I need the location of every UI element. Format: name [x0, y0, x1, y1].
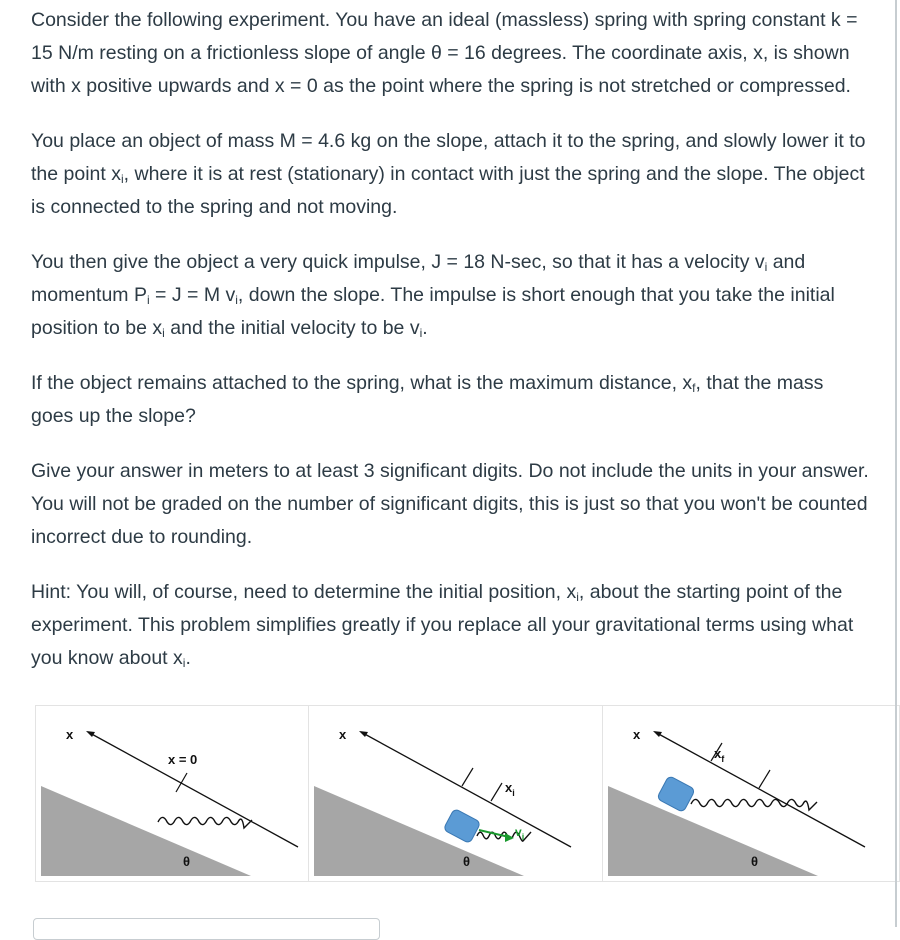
spring-icon	[691, 799, 817, 810]
block	[657, 775, 696, 812]
question-text	[31, 4, 871, 697]
diagram-spring-at-rest	[35, 705, 333, 882]
angle-label: θ	[463, 854, 471, 869]
diagram-2-svg	[309, 706, 605, 881]
axis-arrow-icon	[86, 731, 95, 737]
xf-label: $x_f$	[714, 746, 725, 764]
diagram-3-svg	[603, 706, 899, 881]
paragraph-placement: You place an object of mass M = 4.6 kg on the slope, attach it to the spring, and slowly lower it to the point $x_i$, where it is at rest (stationary) in contact with just the spring and the slope. The object is connected to the spring and not moving.	[31, 130, 866, 218]
answer-input[interactable]	[33, 918, 380, 940]
paragraph-instructions: Give your answer in meters to at least 3 significant digits. Do not include the units in your answer. You will not be graded on the number of significant digits, this is just so that you won't be counted incorrect due to rounding.	[31, 460, 869, 548]
paragraph-setup: Consider the following experiment. You have an ideal (massless) spring with spring constant k = 15 N/m resting on a frictionless slope of angle θ = 16 degrees. The coordinate axis, x, is shown with x positive upwards and x = 0 as the point where the spring is not stretched or compressed.	[31, 9, 858, 97]
zero-label: x = 0	[168, 752, 198, 767]
zero-tick	[176, 773, 187, 792]
diagram-1-svg	[36, 706, 332, 881]
paragraph-impulse: You then give the object a very quick impulse, J = 18 N-sec, so that it has a velocity $v_i$ and momentum $P_i = J = M$ $v_i$, down the slope. The impulse is short enough that you take the initial position to be $x_i$ and the initial velocity to be $v_i$.	[31, 251, 835, 340]
velocity-arrow-icon	[505, 833, 514, 842]
angle-label: θ	[751, 854, 759, 869]
axis-arrow-icon	[359, 731, 368, 737]
vi-label: $v_i$	[515, 825, 525, 842]
xi-label: $x_i$	[505, 780, 515, 798]
axis-label: x	[633, 727, 641, 742]
block	[443, 808, 481, 843]
zero-tick	[462, 768, 473, 786]
diagram-initial-position	[308, 705, 606, 882]
axis-arrow-icon	[653, 731, 662, 737]
diagram-final-position	[602, 705, 900, 882]
angle-label: θ	[183, 854, 191, 869]
paragraph-question: If the object remains attached to the spring, what is the maximum distance, $x_f$, that the mass goes up the slope?	[31, 372, 824, 427]
spring-icon	[158, 817, 252, 828]
xi-tick	[491, 783, 502, 801]
axis-label: x	[339, 727, 347, 742]
axis-label: x	[66, 727, 74, 742]
zero-tick	[759, 770, 770, 788]
slope-triangle	[41, 786, 251, 876]
page-border	[895, 0, 897, 927]
paragraph-hint: Hint: You will, of course, need to determine the initial position, $x_i$, about the starting point of the experiment. This problem simplifies greatly if you replace all your gravitational terms using what you know about $x_i$.	[31, 581, 854, 670]
